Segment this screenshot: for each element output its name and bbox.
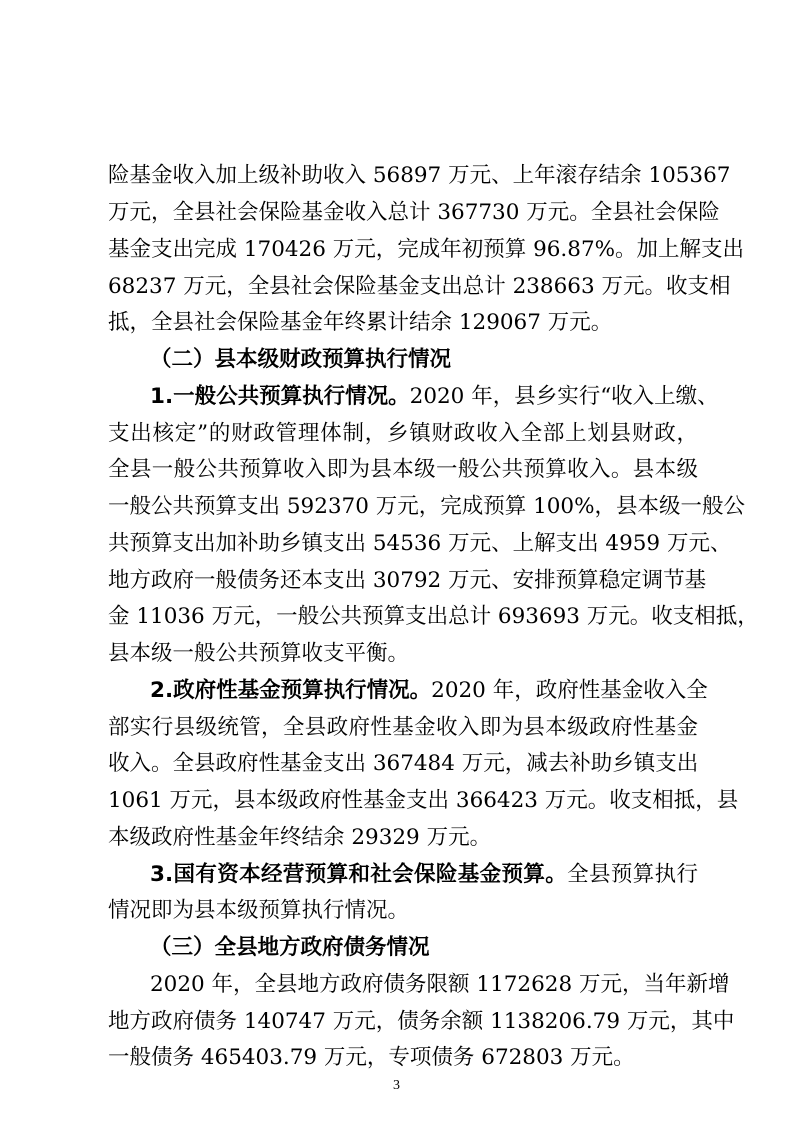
text-run: 2020 年，县乡实行“收入上缴、 <box>409 384 719 409</box>
text-line: 险基金收入加上级补助收入 56897 万元、上年滚存结余 105367 <box>108 163 731 188</box>
text-line: 地方政府债务 140747 万元，债务余额 1138206.79 万元，其中 <box>108 1009 735 1034</box>
text-line: 本级政府性基金年终结余 29329 万元。 <box>108 825 492 850</box>
text-line <box>150 674 708 708</box>
subsection-title: 2.政府性基金预算执行情况。 <box>150 678 432 703</box>
text-line: 支出核定”的财政管理体制，乡镇财政收入全部上划县财政， <box>108 421 698 446</box>
text-line: 情况即为县本级预算执行情况。 <box>108 898 410 923</box>
text-line: 收入。全县政府性基金支出 367484 万元，减去补助乡镇支出 <box>108 751 699 776</box>
text-line: 一般公共预算支出 592370 万元，完成预算 100%，县本级一般公 <box>108 494 746 519</box>
text-line: 共预算支出加补助乡镇支出 54536 万元、上解支出 4959 万元、 <box>108 531 732 556</box>
text-line: 抵，全县社会保险基金年终累计结余 129067 万元。 <box>108 310 613 335</box>
text-line: 一般债务 465403.79 万元，专项债务 672803 万元。 <box>108 1045 635 1070</box>
text-line: 基金支出完成 170426 万元，完成年初预算 96.87%。加上解支出 <box>108 237 745 262</box>
text-line: 县本级一般公共预算收支平衡。 <box>108 641 410 666</box>
text-line: 地方政府一般债务还本支出 30792 万元、安排预算稳定调节基 <box>108 568 707 593</box>
text-line: 金 11036 万元，一般公共预算支出总计 693693 万元。收支相抵， <box>108 604 759 629</box>
page-number: 3 <box>393 1078 400 1093</box>
text-line: 2020 年，全县地方政府债务限额 1172628 万元，当年新增 <box>150 972 730 997</box>
text-run: 全县预算执行 <box>567 862 698 887</box>
subsection-title: 1.一般公共预算执行情况。 <box>150 384 410 409</box>
subsection-title: 3.国有资本经营预算和社会保险基金预算。 <box>150 862 568 887</box>
text-line: 68237 万元，全县社会保险基金支出总计 238663 万元。收支相 <box>108 274 731 299</box>
text-line <box>150 858 698 892</box>
section-heading: （二）县本级财政预算执行情况 <box>150 347 452 372</box>
text-line: 部实行县级统管，全县政府性基金收入即为县本级政府性基金 <box>108 715 698 740</box>
section-heading: （三）全县地方政府债务情况 <box>150 935 430 960</box>
text-line <box>150 380 719 414</box>
text-line: 万元，全县社会保险基金收入总计 367730 万元。全县社会保险 <box>108 200 720 225</box>
text-line: 1061 万元，县本级政府性基金支出 366423 万元。收支相抵，县 <box>108 788 739 813</box>
text-run: 2020 年，政府性基金收入全 <box>431 678 708 703</box>
text-line: 全县一般公共预算收入即为县本级一般公共预算收入。县本级 <box>108 457 698 482</box>
